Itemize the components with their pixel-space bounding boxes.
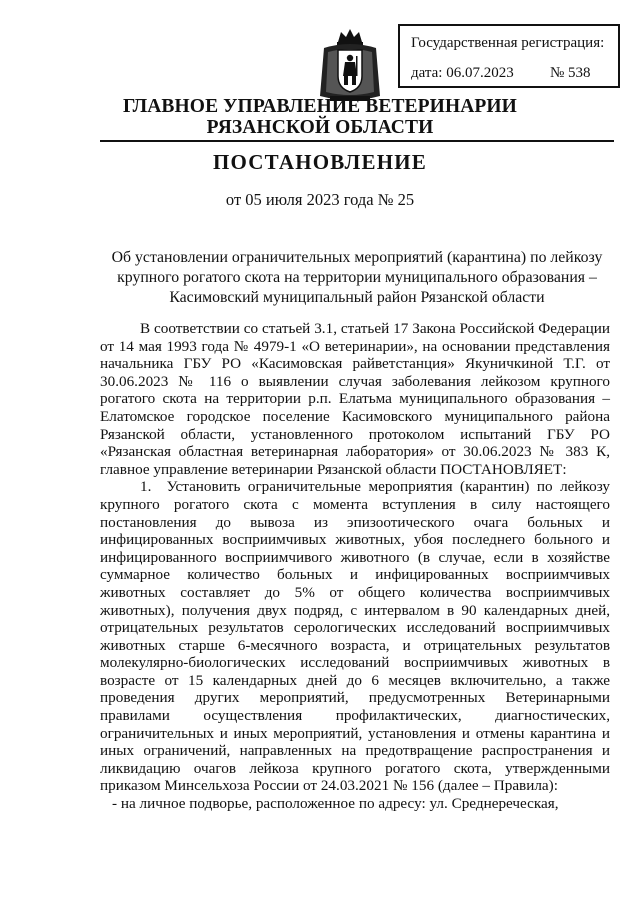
- agency-name-line1: ГЛАВНОЕ УПРАВЛЕНИЕ ВЕТЕРИНАРИИ: [123, 96, 517, 117]
- registration-date: дата: 06.07.2023: [411, 65, 514, 81]
- document-type-title: ПОСТАНОВЛЕНИЕ: [212, 150, 428, 174]
- document-body: [100, 320, 610, 813]
- preamble-paragraph: В соответствии со статьей 3.1, статьей 17 Закона Российской Федерации от 14 мая 1993 года № 4979-1 «О ветеринарии», на основании представления начальника ГБУ РО «Касимовская райветстанция» Якуничкиной Т.Г. от 30.06.2023 № 116 о выявлении случая заболевания лейкозом крупного рогатого скота на территории р.п. Елатьма муниципального образования – Елатомское городское поселение Касимовского муниципального района Рязанской области, установленного протоколом испытаний ГБУ РО «Рязанская областная ветеринарная лаборатория» от 30.06.2023 № 383 К, главное управление ветеринарии Рязанской области ПОСТАНОВЛЯЕТ:: [100, 320, 610, 478]
- registration-title: Государственная регистрация:: [411, 35, 605, 51]
- document-date-number: от 05 июля 2023 года № 25: [225, 190, 415, 209]
- registration-number: № 538: [550, 65, 591, 81]
- clause-1-subitem: - на личное подворье, расположенное по адресу: ул. Среднереческая,: [112, 795, 559, 813]
- registration-stamp: [398, 24, 620, 88]
- document-subject: Об установлении ограничительных мероприятий (карантина) по лейкозу крупного рогатого скота на территории муниципального образования – Касимовский муниципальный район Рязанской области: [111, 249, 603, 306]
- clause-1-paragraph: 1. Установить ограничительные мероприятия (карантин) по лейкозу крупного рогатого скота с момента вступления в силу настоящего постановления до вывоза из эпизоотического очага больных и инфицированных восприимчивых животных, убоя последнего больного и инфицированного восприимчивого животного (в случае, если в хозяйстве суммарное количество больных и инфицированных восприимчивых животных составляет до 5% от общего количества восприимчивых животных), получения двух подряд, с интервалом в 90 календарных дней, отрицательных результатов серологических исследований восприимчивых животных старше 6-месячного возраста, и отрицательных результатов молекулярно-биологических исследований восприимчивых животных в возрасте от 15 календарных дней до 6 месяцев включительно, а также проведения других мероприятий, предусмотренных Ветеринарными правилами осуществления профилактических, диагностических, ограничительных и иных мероприятий, установления и отмены карантина и иных ограничений, направленных на предотвращение распространения и ликвидацию очагов лейкоза крупного рогатого скота, утвержденными приказом Минсельхоза России от 24.03.2021 № 156 (далее – Правила):: [100, 478, 610, 795]
- agency-name-line2: РЯЗАНСКОЙ ОБЛАСТИ: [206, 117, 434, 138]
- coat-of-arms-emblem: [316, 26, 384, 106]
- header-divider: [100, 140, 614, 142]
